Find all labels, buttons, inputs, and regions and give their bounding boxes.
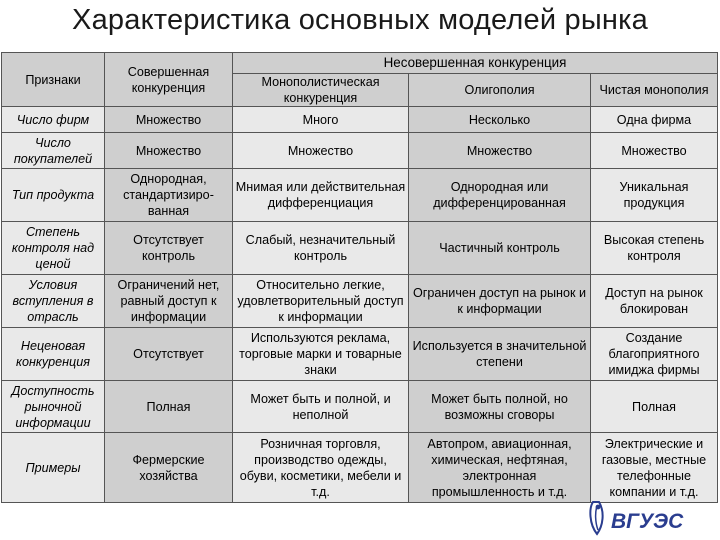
cell-monopolistic: Слабый, незначительный контроль — [233, 222, 409, 275]
cell-perfect: Однородная, стандартизиро-ванная — [105, 169, 233, 222]
cell-oligopoly: Используется в значительной степени — [409, 328, 591, 381]
row-label: Число фирм — [2, 107, 105, 133]
table-row — [2, 133, 718, 169]
row-label: Степень контроля над ценой — [2, 222, 105, 275]
header-features: Признаки — [2, 53, 105, 107]
cell-monopolistic: Используются реклама, торговые марки и товарные знаки — [233, 328, 409, 381]
header-pure-monopoly: Чистая монополия — [591, 74, 718, 107]
cell-perfect: Ограничений нет, равный доступ к информации — [105, 275, 233, 328]
cell-oligopoly: Несколько — [409, 107, 591, 133]
header-perfect-competition: Совершенная конкуренция — [105, 53, 233, 107]
cell-oligopoly: Множество — [409, 133, 591, 169]
cell-oligopoly: Однородная или дифференцированная — [409, 169, 591, 222]
row-label: Число покупателей — [2, 133, 105, 169]
table-row — [2, 381, 718, 433]
row-label: Примеры — [2, 433, 105, 503]
cell-perfect: Отсутствует контроль — [105, 222, 233, 275]
cell-oligopoly: Может быть полной, но возможны сговоры — [409, 381, 591, 433]
cell-oligopoly: Ограничен доступ на рынок и к информации — [409, 275, 591, 328]
cell-monopolistic: Розничная торговля, производство одежды, обуви, косметики, мебели и т.д. — [233, 433, 409, 503]
cell-monopoly: Уникальная продукция — [591, 169, 718, 222]
row-label: Тип продукта — [2, 169, 105, 222]
cell-perfect: Фермерские хозяйства — [105, 433, 233, 503]
table-row — [2, 433, 718, 503]
market-models-table — [1, 52, 718, 503]
cell-monopolistic: Относительно легкие, удовлетворительный доступ к информации — [233, 275, 409, 328]
page-title: Характеристика основных моделей рынка — [72, 4, 648, 36]
cell-perfect: Отсутствует — [105, 328, 233, 381]
row-label: Доступность рыночной информации — [2, 381, 105, 433]
cell-monopolistic: Может быть и полной, и неполной — [233, 381, 409, 433]
cell-monopoly: Создание благоприятного имиджа фирмы — [591, 328, 718, 381]
cell-oligopoly: Частичный контроль — [409, 222, 591, 275]
university-logo — [585, 498, 695, 538]
cell-monopolistic: Мнимая или действительная дифференциация — [233, 169, 409, 222]
header-monopolistic-competition: Монополистическая конкуренция — [233, 74, 409, 107]
cell-monopoly: Высокая степень контроля — [591, 222, 718, 275]
cell-monopoly: Полная — [591, 381, 718, 433]
cell-monopoly: Множество — [591, 133, 718, 169]
table-row — [2, 222, 718, 275]
cell-perfect: Множество — [105, 107, 233, 133]
cell-monopoly: Доступ на рынок блокирован — [591, 275, 718, 328]
table-row — [2, 328, 718, 381]
row-label: Неценовая конкуренция — [2, 328, 105, 381]
cell-perfect: Множество — [105, 133, 233, 169]
table-header-row — [2, 53, 718, 74]
cell-monopoly: Одна фирма — [591, 107, 718, 133]
header-imperfect-competition: Несовершенная конкуренция — [233, 53, 718, 74]
cell-monopolistic: Много — [233, 107, 409, 133]
logo-text: ВГУЭС — [611, 510, 684, 533]
table-row — [2, 275, 718, 328]
cell-monopolistic: Множество — [233, 133, 409, 169]
row-label: Условия вступления в отрасль — [2, 275, 105, 328]
cell-monopoly: Электрические и газовые, местные телефонные компании и т.д. — [591, 433, 718, 503]
header-oligopoly: Олигополия — [409, 74, 591, 107]
university-emblem-icon — [590, 502, 602, 534]
cell-perfect: Полная — [105, 381, 233, 433]
cell-oligopoly: Автопром, авиационная, химическая, нефтяная, электронная промышленность и т.д. — [409, 433, 591, 503]
table-row — [2, 107, 718, 133]
table-row — [2, 169, 718, 222]
